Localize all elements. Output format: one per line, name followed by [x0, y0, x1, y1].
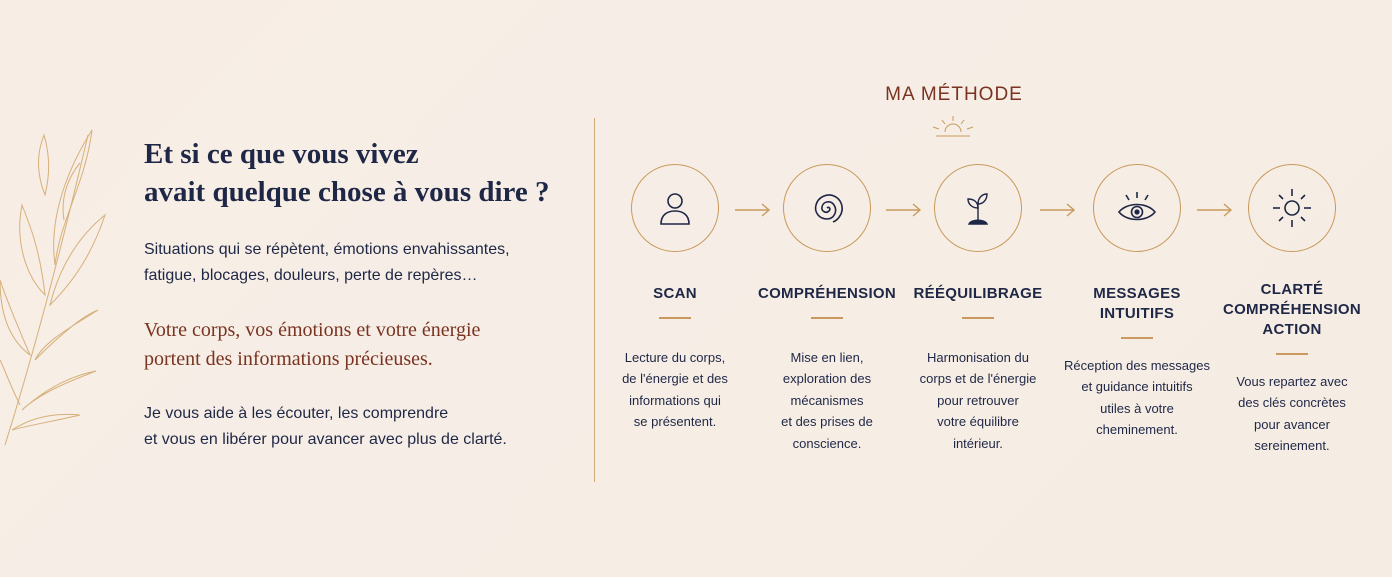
step-label-line: SCAN [653, 285, 697, 302]
desc-line: exploration des [782, 371, 872, 387]
leaf-branch-icon [0, 125, 110, 455]
lead-text [144, 237, 574, 289]
person-icon [655, 188, 695, 228]
sprout-icon [958, 188, 998, 228]
step-label-line: CLARTÉ [1260, 281, 1324, 298]
desc-line: Réception des messages [1064, 357, 1210, 373]
step-label [1057, 284, 1217, 324]
body-text [144, 401, 574, 453]
desc-line: conscience. [792, 435, 862, 451]
step-label-line: COMPRÉHENSION [757, 285, 897, 302]
title-line-2: avait quelque chose à vous dire ? [144, 176, 550, 208]
body-line-1: Je vous aide à les écouter, les comprendre [144, 405, 449, 422]
desc-line: et des prises de [781, 414, 873, 430]
desc-line: de l'énergie et des [622, 371, 728, 387]
step-rule [811, 317, 843, 319]
step-description [1057, 355, 1217, 441]
eye-icon [1115, 188, 1159, 228]
desc-line: Lecture du corps, [624, 349, 726, 365]
lead-line-2: fatigue, blocages, douleurs, perte de repères… [144, 267, 478, 284]
step-circle [1248, 164, 1336, 252]
step-description [898, 347, 1058, 455]
step-circle [1093, 164, 1181, 252]
step-description [747, 347, 907, 455]
desc-line: cheminement. [1096, 422, 1178, 438]
method-title: MA MÉTHODE [885, 84, 1023, 105]
desc-line: informations qui [629, 392, 721, 408]
quote-line-1: Votre corps, vos émotions et votre énergie [144, 319, 481, 341]
step-label-line: ACTION [1262, 321, 1322, 338]
step-rule [1121, 337, 1153, 339]
desc-line: mécanismes [790, 392, 864, 408]
step-rule [962, 317, 994, 319]
step-circle [783, 164, 871, 252]
method-step-comprehension [747, 164, 907, 454]
step-circle [934, 164, 1022, 252]
method-step-reequilibrage [898, 164, 1058, 454]
rising-sun-icon [928, 114, 978, 142]
method-step-scan [595, 164, 755, 433]
step-circle [631, 164, 719, 252]
step-rule [1276, 353, 1308, 355]
step-label-line: INTUITIFS [1099, 305, 1175, 322]
desc-line: pour avancer [1254, 416, 1330, 432]
desc-line: Vous repartez avec [1236, 373, 1348, 389]
step-rule [659, 317, 691, 319]
title-line-1: Et si ce que vous vivez [144, 138, 419, 170]
desc-line: et guidance intuitifs [1081, 379, 1193, 395]
step-label [747, 284, 907, 304]
spiral-icon [807, 188, 847, 228]
method-step-clarte [1212, 164, 1372, 457]
desc-line: Harmonisation du [927, 349, 1029, 365]
page-title [144, 135, 574, 211]
sun-icon [1270, 186, 1314, 230]
desc-line: intérieur. [953, 435, 1003, 451]
method-step-messages-intuitifs [1057, 164, 1217, 441]
step-label [898, 284, 1058, 304]
intro-section [144, 135, 574, 453]
lead-line-1: Situations qui se répètent, émotions envahissantes, [144, 241, 510, 258]
step-label-line: MESSAGES [1093, 285, 1181, 302]
desc-line: votre équilibre [937, 414, 1019, 430]
body-line-2: et vous en libérer pour avancer avec plus de clarté. [144, 431, 507, 448]
step-label [595, 284, 755, 304]
step-description [595, 347, 755, 433]
desc-line: des clés concrètes [1238, 395, 1346, 411]
desc-line: pour retrouver [937, 392, 1019, 408]
step-label-line: COMPRÉHENSION [1222, 301, 1362, 318]
quote-line-2: portent des informations précieuses. [144, 348, 433, 370]
step-description [1212, 371, 1372, 457]
highlight-quote [144, 316, 574, 374]
desc-line: se présentent. [633, 414, 717, 430]
desc-line: Mise en lien, [790, 349, 864, 365]
desc-line: corps et de l'énergie [919, 371, 1037, 387]
step-label-line: RÉÉQUILIBRAGE [913, 285, 1043, 302]
desc-line: sereinement. [1254, 438, 1330, 454]
desc-line: utiles à votre [1100, 400, 1174, 416]
step-label [1212, 280, 1372, 340]
